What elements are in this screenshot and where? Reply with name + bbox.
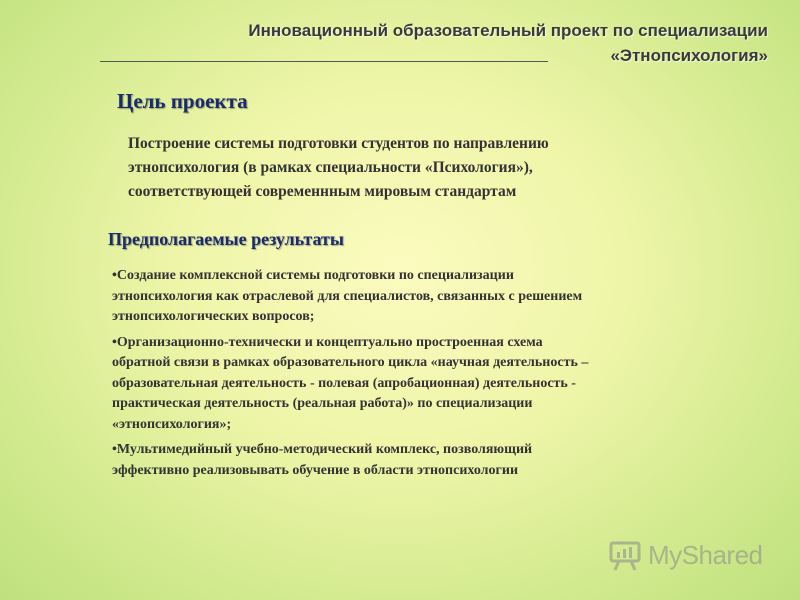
result-line: •Создание комплексной системы подготовки по специализации bbox=[112, 268, 514, 283]
goal-heading: Цель проекта bbox=[117, 89, 248, 113]
title-divider bbox=[100, 61, 548, 62]
result-line: этнопсихология как отраслевой для специалистов, связанных с решением bbox=[112, 288, 583, 304]
presentation-board-icon bbox=[608, 538, 642, 572]
goal-text-line: Построение системы подготовки студентов по направлению bbox=[128, 135, 549, 152]
watermark-text: MyShared bbox=[648, 539, 763, 570]
result-line: практическая деятельность (реальная работа)» по специализации bbox=[112, 396, 533, 411]
result-line: образовательная деятельность - полевая (апробационная) деятельность - bbox=[112, 375, 576, 391]
goal-text bbox=[128, 132, 708, 204]
results-heading: Предполагаемые результаты bbox=[108, 229, 344, 249]
result-line: обратной связи в рамках образовательного цикла «научная деятельность – bbox=[112, 355, 589, 370]
result-line: •Организационно-технически и концептуально простроенная схема bbox=[112, 334, 543, 350]
goal-text-line: этнопсихология (в рамках специальности «Психология»), bbox=[128, 159, 533, 176]
results-list-item bbox=[112, 333, 712, 436]
results-list bbox=[112, 266, 712, 486]
result-line: эффективно реализовывать обучение в области этнопсихологии bbox=[112, 462, 519, 478]
slide-title-line-2: «Этнопсихология» bbox=[610, 46, 768, 65]
results-list-item bbox=[112, 266, 712, 328]
result-line: «этнопсихология»; bbox=[112, 416, 232, 432]
goal-text-line: соответствующей современнным мировым стандартам bbox=[128, 183, 517, 200]
slide-title-line-1: Инновационный образовательный проект по специализации bbox=[248, 21, 768, 40]
myshared-watermark[interactable] bbox=[608, 538, 763, 572]
result-line: этнопсихологических вопросов; bbox=[112, 309, 315, 324]
results-list-item bbox=[112, 440, 712, 481]
result-line: •Мультимедийный учебно-методический комплекс, позволяющий bbox=[112, 442, 533, 457]
